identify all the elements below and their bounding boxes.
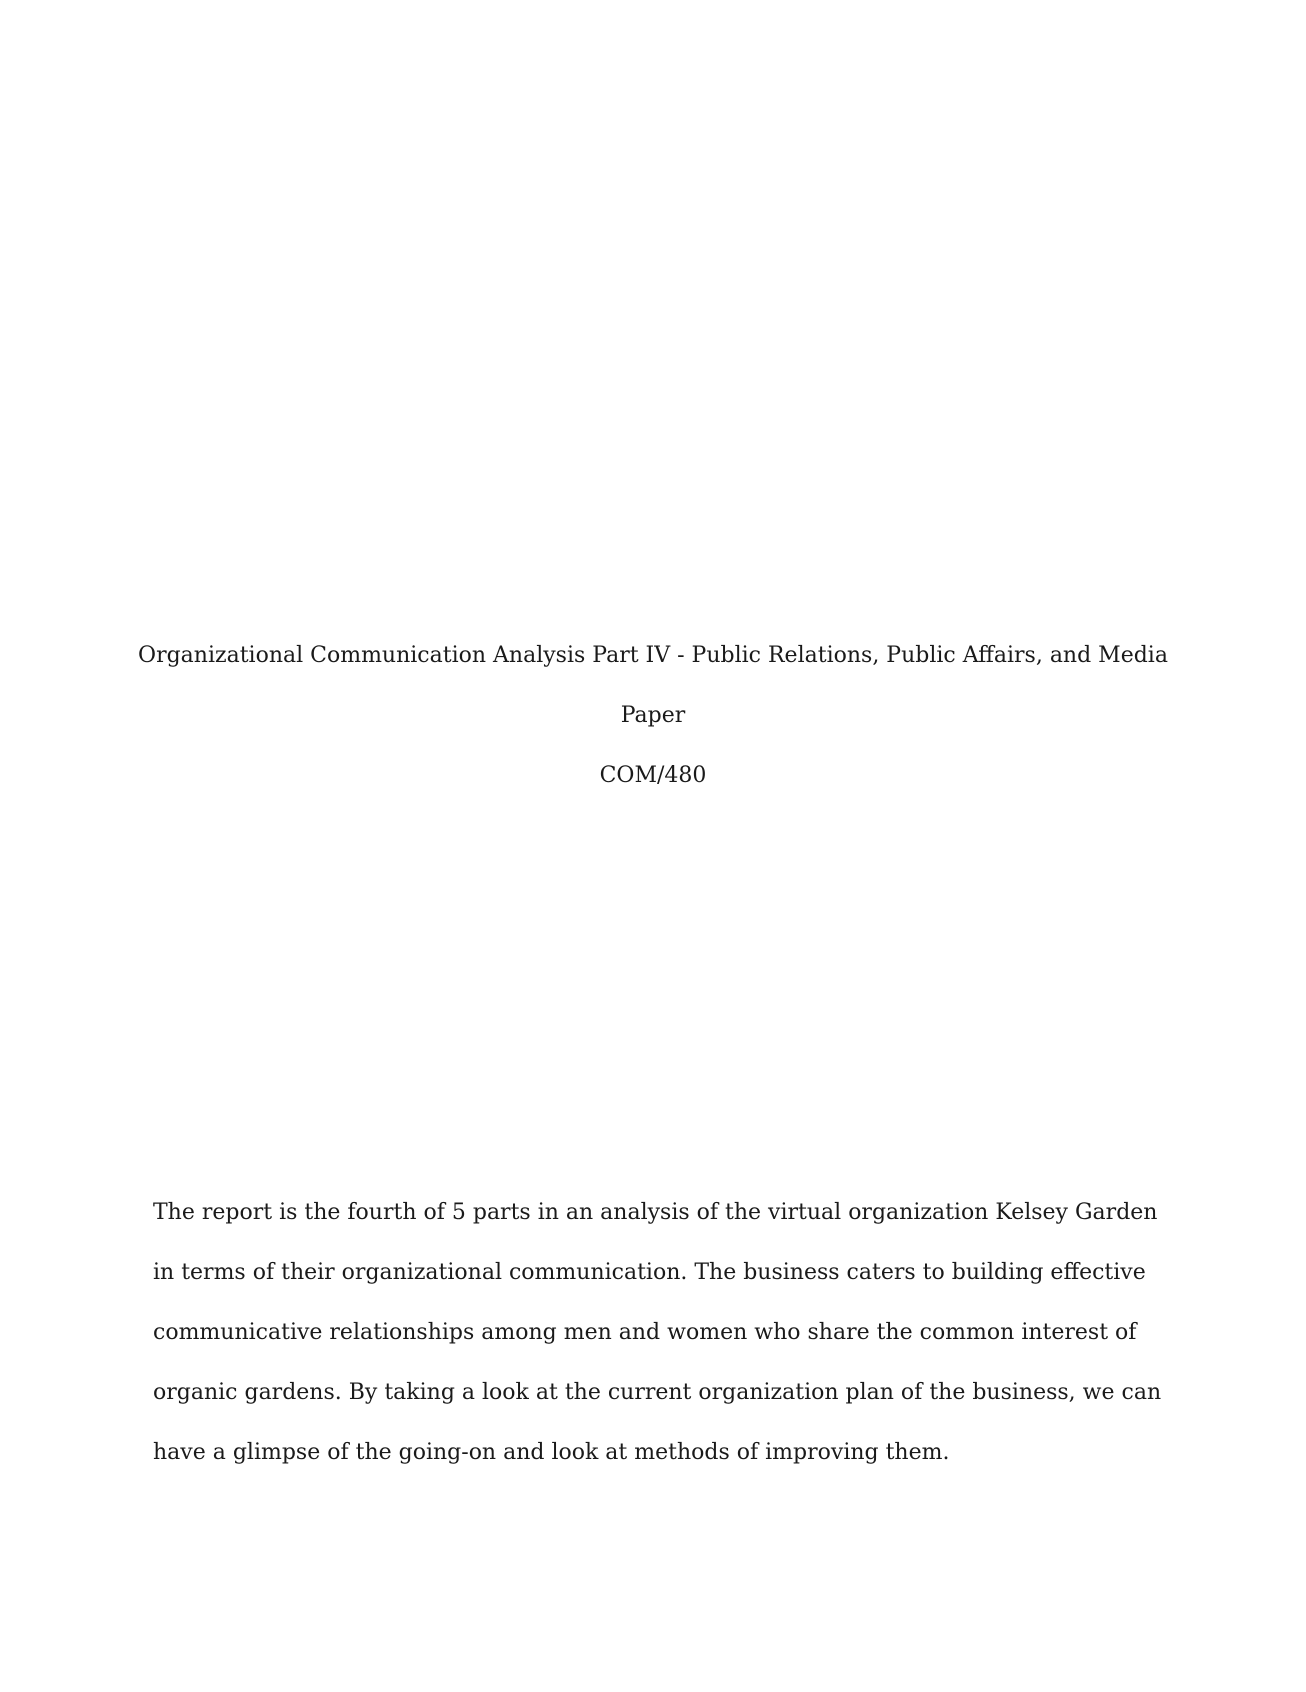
- course-code: COM/480: [599, 763, 707, 788]
- paragraph-line: organic gardens. By taking a look at the current organization plan of the business, we can: [153, 1380, 1162, 1405]
- title-block: [0, 626, 1306, 806]
- paragraph-line: The report is the fourth of 5 parts in an analysis of the virtual organization Kelsey Garden: [153, 1200, 1158, 1225]
- paragraph-line: communicative relationships among men and women who share the common interest of: [153, 1320, 1137, 1345]
- paper-title-line-2: Paper: [620, 703, 686, 728]
- paragraph-line: in terms of their organizational communication. The business caters to building effective: [153, 1260, 1146, 1285]
- paper-title-line-1: Organizational Communication Analysis Part IV - Public Relations, Public Affairs, and Media: [138, 643, 1168, 668]
- abstract-paragraph: [153, 1183, 1173, 1483]
- paragraph-line: have a glimpse of the going-on and look at methods of improving them.: [153, 1440, 950, 1465]
